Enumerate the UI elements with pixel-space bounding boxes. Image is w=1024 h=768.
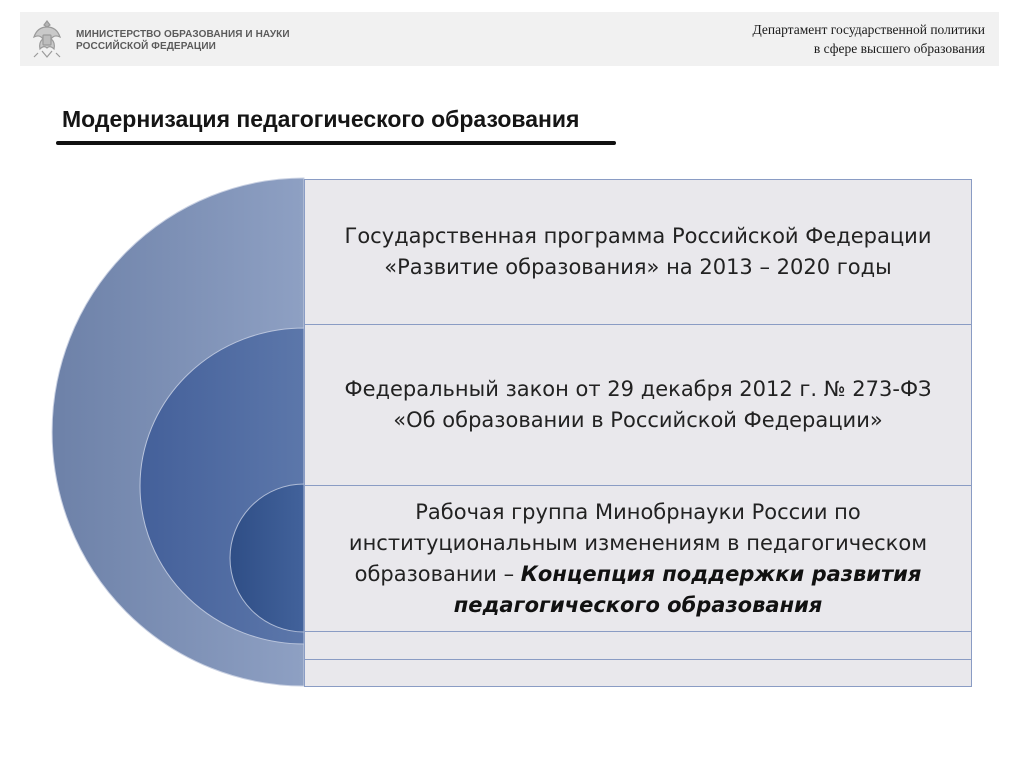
concept-title: Концепция поддержки развития педагогического образования — [453, 561, 922, 617]
department-name-line1: Департамент государственной политики — [752, 22, 985, 37]
state-program-line2: «Развитие образования» на 2013 – 2020 годы — [384, 255, 892, 279]
diagram-box-empty-1 — [304, 631, 972, 660]
ministry-name-line1: МИНИСТЕРСТВО ОБРАЗОВАНИЯ И НАУКИ — [76, 29, 290, 40]
diagram-box-state-program — [304, 179, 972, 325]
federal-law-line2: «Об образовании в Российской Федерации» — [393, 408, 883, 432]
working-group-text: Рабочая группа Минобрнауки России по институциональным изменениям в педагогическом образовании – — [348, 499, 928, 586]
department-name-line2: в сфере высшего образования — [813, 41, 985, 56]
federal-law-line1: Федеральный закон от 29 декабря 2012 г. № 273-ФЗ — [344, 377, 932, 401]
ministry-name-line2: РОССИЙСКОЙ ФЕДЕРАЦИИ — [76, 41, 216, 52]
diagram-box-federal-law — [304, 324, 972, 486]
slide-title: Модернизация педагогического образования — [62, 106, 580, 132]
diagram-box-working-group — [304, 485, 972, 632]
state-program-line1: Государственная программа Российской Федерации — [344, 224, 932, 248]
diagram-box-empty-2 — [304, 659, 972, 687]
